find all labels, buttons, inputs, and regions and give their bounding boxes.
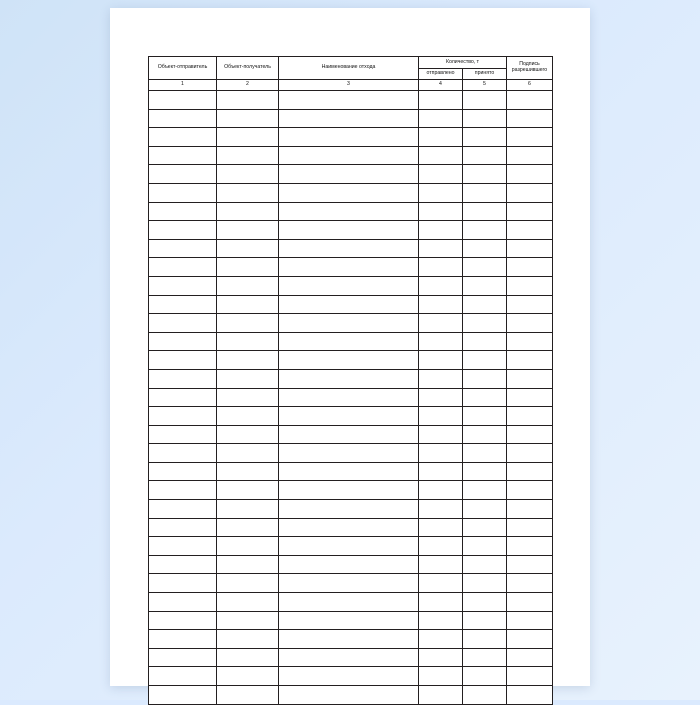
table-row[interactable] <box>149 574 553 593</box>
table-cell-qty_sent[interactable] <box>419 537 463 556</box>
table-cell-sender[interactable] <box>149 574 217 593</box>
table-cell-qty_received[interactable] <box>463 462 507 481</box>
table-cell-sender[interactable] <box>149 444 217 463</box>
table-cell-sender[interactable] <box>149 369 217 388</box>
table-cell-sender[interactable] <box>149 537 217 556</box>
table-cell-sender[interactable] <box>149 276 217 295</box>
table-cell-signature[interactable] <box>507 351 553 370</box>
table-cell-sender[interactable] <box>149 407 217 426</box>
table-cell-receiver[interactable] <box>217 202 279 221</box>
table-row[interactable] <box>149 425 553 444</box>
table-cell-sender[interactable] <box>149 221 217 240</box>
table-row[interactable] <box>149 146 553 165</box>
table-cell-waste_name[interactable] <box>279 91 419 110</box>
table-cell-waste_name[interactable] <box>279 146 419 165</box>
table-cell-receiver[interactable] <box>217 462 279 481</box>
table-row[interactable] <box>149 351 553 370</box>
table-cell-receiver[interactable] <box>217 221 279 240</box>
table-cell-qty_sent[interactable] <box>419 183 463 202</box>
table-cell-qty_received[interactable] <box>463 518 507 537</box>
table-cell-signature[interactable] <box>507 276 553 295</box>
table-cell-qty_sent[interactable] <box>419 425 463 444</box>
column-header-receiver: Объект-получатель <box>217 57 279 80</box>
table-cell-receiver[interactable] <box>217 686 279 705</box>
table-cell-qty_received[interactable] <box>463 630 507 649</box>
table-cell-receiver[interactable] <box>217 258 279 277</box>
column-header-quantity-group: Количество, т <box>419 57 507 69</box>
table-cell-signature[interactable] <box>507 128 553 147</box>
table-cell-receiver[interactable] <box>217 314 279 333</box>
table-row[interactable] <box>149 388 553 407</box>
table-cell-waste_name[interactable] <box>279 574 419 593</box>
table-cell-waste_name[interactable] <box>279 500 419 519</box>
table-cell-signature[interactable] <box>507 667 553 686</box>
table-cell-qty_sent[interactable] <box>419 388 463 407</box>
table-cell-sender[interactable] <box>149 183 217 202</box>
table-cell-signature[interactable] <box>507 500 553 519</box>
table-cell-signature[interactable] <box>507 109 553 128</box>
table-cell-signature[interactable] <box>507 462 553 481</box>
header-row-numbers <box>149 80 553 91</box>
table-cell-waste_name[interactable] <box>279 555 419 574</box>
table-cell-sender[interactable] <box>149 611 217 630</box>
table-cell-signature[interactable] <box>507 425 553 444</box>
table-row[interactable] <box>149 369 553 388</box>
table-cell-qty_sent[interactable] <box>419 128 463 147</box>
table-cell-sender[interactable] <box>149 648 217 667</box>
table-cell-receiver[interactable] <box>217 109 279 128</box>
table-row[interactable] <box>149 258 553 277</box>
table-cell-receiver[interactable] <box>217 667 279 686</box>
table-cell-qty_received[interactable] <box>463 146 507 165</box>
table-cell-qty_sent[interactable] <box>419 109 463 128</box>
table-row[interactable] <box>149 500 553 519</box>
table-cell-receiver[interactable] <box>217 537 279 556</box>
table-row[interactable] <box>149 444 553 463</box>
table-cell-qty_received[interactable] <box>463 481 507 500</box>
table-cell-qty_received[interactable] <box>463 165 507 184</box>
table-cell-receiver[interactable] <box>217 369 279 388</box>
column-header-qty-received: принято <box>463 69 507 80</box>
table-cell-sender[interactable] <box>149 425 217 444</box>
table-cell-receiver[interactable] <box>217 332 279 351</box>
table-cell-qty_received[interactable] <box>463 369 507 388</box>
table-cell-qty_received[interactable] <box>463 574 507 593</box>
table-cell-receiver[interactable] <box>217 444 279 463</box>
table-cell-qty_sent[interactable] <box>419 611 463 630</box>
table-row[interactable] <box>149 295 553 314</box>
table-cell-qty_sent[interactable] <box>419 500 463 519</box>
table-cell-waste_name[interactable] <box>279 202 419 221</box>
table-cell-qty_received[interactable] <box>463 351 507 370</box>
table-cell-qty_sent[interactable] <box>419 202 463 221</box>
table-cell-receiver[interactable] <box>217 183 279 202</box>
table-cell-qty_received[interactable] <box>463 91 507 110</box>
table-cell-qty_sent[interactable] <box>419 574 463 593</box>
column-number-4: 4 <box>419 80 463 91</box>
table-cell-signature[interactable] <box>507 481 553 500</box>
table-cell-qty_received[interactable] <box>463 314 507 333</box>
column-number-3: 3 <box>279 80 419 91</box>
table-container <box>148 56 552 705</box>
table-cell-sender[interactable] <box>149 462 217 481</box>
table-cell-signature[interactable] <box>507 537 553 556</box>
table-cell-qty_received[interactable] <box>463 611 507 630</box>
table-cell-signature[interactable] <box>507 648 553 667</box>
table-cell-signature[interactable] <box>507 239 553 258</box>
signature-label-line1: Подпись <box>519 61 540 68</box>
table-cell-receiver[interactable] <box>217 388 279 407</box>
table-cell-waste_name[interactable] <box>279 648 419 667</box>
table-cell-qty_sent[interactable] <box>419 221 463 240</box>
table-row[interactable] <box>149 332 553 351</box>
table-cell-waste_name[interactable] <box>279 481 419 500</box>
table-cell-waste_name[interactable] <box>279 221 419 240</box>
table-cell-waste_name[interactable] <box>279 369 419 388</box>
table-cell-qty_received[interactable] <box>463 667 507 686</box>
table-cell-receiver[interactable] <box>217 630 279 649</box>
table-cell-sender[interactable] <box>149 146 217 165</box>
table-row[interactable] <box>149 667 553 686</box>
table-cell-waste_name[interactable] <box>279 258 419 277</box>
signature-label-line2: разрешившего <box>511 67 548 73</box>
table-cell-signature[interactable] <box>507 444 553 463</box>
table-cell-waste_name[interactable] <box>279 128 419 147</box>
table-cell-receiver[interactable] <box>217 611 279 630</box>
table-cell-qty_sent[interactable] <box>419 369 463 388</box>
table-cell-qty_sent[interactable] <box>419 462 463 481</box>
table-cell-qty_sent[interactable] <box>419 630 463 649</box>
table-cell-waste_name[interactable] <box>279 388 419 407</box>
table-cell-waste_name[interactable] <box>279 407 419 426</box>
table-cell-qty_received[interactable] <box>463 332 507 351</box>
table-cell-qty_received[interactable] <box>463 407 507 426</box>
table-cell-sender[interactable] <box>149 332 217 351</box>
table-cell-qty_received[interactable] <box>463 500 507 519</box>
table-cell-signature[interactable] <box>507 314 553 333</box>
table-cell-sender[interactable] <box>149 630 217 649</box>
table-cell-qty_sent[interactable] <box>419 593 463 612</box>
column-header-waste-name: Наименование отхода <box>279 57 419 80</box>
table-cell-waste_name[interactable] <box>279 314 419 333</box>
table-cell-qty_sent[interactable] <box>419 146 463 165</box>
table-cell-signature[interactable] <box>507 686 553 705</box>
table-cell-qty_received[interactable] <box>463 183 507 202</box>
table-cell-qty_received[interactable] <box>463 202 507 221</box>
table-cell-qty_sent[interactable] <box>419 518 463 537</box>
table-cell-waste_name[interactable] <box>279 239 419 258</box>
table-cell-sender[interactable] <box>149 593 217 612</box>
table-cell-receiver[interactable] <box>217 146 279 165</box>
table-cell-sender[interactable] <box>149 128 217 147</box>
table-cell-signature[interactable] <box>507 332 553 351</box>
table-cell-receiver[interactable] <box>217 351 279 370</box>
table-row[interactable] <box>149 593 553 612</box>
table-cell-qty_received[interactable] <box>463 555 507 574</box>
table-cell-sender[interactable] <box>149 500 217 519</box>
column-number-6: 6 <box>507 80 553 91</box>
table-cell-sender[interactable] <box>149 555 217 574</box>
table-cell-waste_name[interactable] <box>279 183 419 202</box>
table-cell-sender[interactable] <box>149 388 217 407</box>
table-cell-signature[interactable] <box>507 630 553 649</box>
table-cell-waste_name[interactable] <box>279 593 419 612</box>
table-cell-waste_name[interactable] <box>279 444 419 463</box>
table-cell-qty_sent[interactable] <box>419 407 463 426</box>
table-cell-waste_name[interactable] <box>279 537 419 556</box>
table-cell-qty_received[interactable] <box>463 388 507 407</box>
table-cell-sender[interactable] <box>149 109 217 128</box>
table-row[interactable] <box>149 91 553 110</box>
table-cell-qty_sent[interactable] <box>419 555 463 574</box>
table-cell-waste_name[interactable] <box>279 667 419 686</box>
table-cell-signature[interactable] <box>507 91 553 110</box>
table-cell-receiver[interactable] <box>217 593 279 612</box>
table-cell-signature[interactable] <box>507 611 553 630</box>
table-cell-receiver[interactable] <box>217 518 279 537</box>
table-cell-waste_name[interactable] <box>279 686 419 705</box>
table-cell-qty_received[interactable] <box>463 648 507 667</box>
table-cell-receiver[interactable] <box>217 574 279 593</box>
table-row[interactable] <box>149 407 553 426</box>
table-row[interactable] <box>149 686 553 705</box>
table-cell-receiver[interactable] <box>217 91 279 110</box>
table-cell-qty_sent[interactable] <box>419 667 463 686</box>
table-cell-sender[interactable] <box>149 165 217 184</box>
table-cell-qty_received[interactable] <box>463 593 507 612</box>
table-cell-waste_name[interactable] <box>279 165 419 184</box>
table-cell-receiver[interactable] <box>217 276 279 295</box>
table-cell-signature[interactable] <box>507 369 553 388</box>
table-cell-receiver[interactable] <box>217 165 279 184</box>
table-cell-signature[interactable] <box>507 146 553 165</box>
table-cell-signature[interactable] <box>507 202 553 221</box>
table-cell-waste_name[interactable] <box>279 276 419 295</box>
table-cell-receiver[interactable] <box>217 407 279 426</box>
table-cell-qty_received[interactable] <box>463 239 507 258</box>
column-header-sender: Объект-отправитель <box>149 57 217 80</box>
table-cell-qty_received[interactable] <box>463 276 507 295</box>
column-number-5: 5 <box>463 80 507 91</box>
table-row[interactable] <box>149 221 553 240</box>
document-sheet <box>110 8 590 686</box>
table-cell-qty_received[interactable] <box>463 425 507 444</box>
table-cell-qty_sent[interactable] <box>419 165 463 184</box>
column-header-qty-sent: отправлено <box>419 69 463 80</box>
table-cell-waste_name[interactable] <box>279 518 419 537</box>
table-row[interactable] <box>149 611 553 630</box>
table-cell-signature[interactable] <box>507 407 553 426</box>
header-row-main <box>149 57 553 69</box>
table-cell-signature[interactable] <box>507 388 553 407</box>
table-row[interactable] <box>149 183 553 202</box>
table-row[interactable] <box>149 109 553 128</box>
table-cell-qty_sent[interactable] <box>419 239 463 258</box>
table-row[interactable] <box>149 518 553 537</box>
table-cell-qty_sent[interactable] <box>419 332 463 351</box>
table-cell-signature[interactable] <box>507 295 553 314</box>
table-cell-waste_name[interactable] <box>279 295 419 314</box>
table-cell-qty_sent[interactable] <box>419 314 463 333</box>
table-cell-sender[interactable] <box>149 667 217 686</box>
table-body <box>149 91 553 705</box>
table-cell-waste_name[interactable] <box>279 611 419 630</box>
table-cell-qty_received[interactable] <box>463 444 507 463</box>
table-cell-waste_name[interactable] <box>279 425 419 444</box>
table-row[interactable] <box>149 239 553 258</box>
table-cell-sender[interactable] <box>149 518 217 537</box>
table-cell-qty_received[interactable] <box>463 537 507 556</box>
table-cell-signature[interactable] <box>507 574 553 593</box>
table-row[interactable] <box>149 462 553 481</box>
table-cell-signature[interactable] <box>507 518 553 537</box>
table-header <box>149 57 553 91</box>
table-row[interactable] <box>149 481 553 500</box>
table-cell-qty_sent[interactable] <box>419 91 463 110</box>
table-cell-qty_sent[interactable] <box>419 648 463 667</box>
column-number-2: 2 <box>217 80 279 91</box>
table-cell-signature[interactable] <box>507 183 553 202</box>
table-row[interactable] <box>149 202 553 221</box>
table-cell-sender[interactable] <box>149 295 217 314</box>
table-cell-sender[interactable] <box>149 314 217 333</box>
table-cell-waste_name[interactable] <box>279 109 419 128</box>
table-cell-qty_sent[interactable] <box>419 481 463 500</box>
table-cell-sender[interactable] <box>149 481 217 500</box>
table-row[interactable] <box>149 555 553 574</box>
table-cell-qty_sent[interactable] <box>419 258 463 277</box>
table-cell-receiver[interactable] <box>217 128 279 147</box>
table-cell-qty_sent[interactable] <box>419 276 463 295</box>
table-cell-sender[interactable] <box>149 202 217 221</box>
table-cell-qty_sent[interactable] <box>419 444 463 463</box>
table-row[interactable] <box>149 648 553 667</box>
table-cell-signature[interactable] <box>507 165 553 184</box>
table-cell-receiver[interactable] <box>217 555 279 574</box>
table-cell-signature[interactable] <box>507 593 553 612</box>
column-number-1: 1 <box>149 80 217 91</box>
table-row[interactable] <box>149 128 553 147</box>
table-cell-receiver[interactable] <box>217 481 279 500</box>
table-cell-qty_sent[interactable] <box>419 295 463 314</box>
table-cell-waste_name[interactable] <box>279 351 419 370</box>
waste-transfer-log-table <box>148 56 553 705</box>
table-cell-qty_sent[interactable] <box>419 686 463 705</box>
table-cell-waste_name[interactable] <box>279 630 419 649</box>
table-row[interactable] <box>149 630 553 649</box>
table-cell-sender[interactable] <box>149 91 217 110</box>
table-cell-receiver[interactable] <box>217 239 279 258</box>
table-cell-qty_received[interactable] <box>463 258 507 277</box>
table-cell-qty_received[interactable] <box>463 686 507 705</box>
table-cell-qty_received[interactable] <box>463 221 507 240</box>
column-header-signature <box>507 57 553 80</box>
table-cell-sender[interactable] <box>149 686 217 705</box>
table-cell-qty_sent[interactable] <box>419 351 463 370</box>
table-cell-receiver[interactable] <box>217 425 279 444</box>
table-cell-sender[interactable] <box>149 239 217 258</box>
table-row[interactable] <box>149 314 553 333</box>
table-cell-sender[interactable] <box>149 351 217 370</box>
table-cell-qty_received[interactable] <box>463 295 507 314</box>
table-cell-receiver[interactable] <box>217 500 279 519</box>
table-row[interactable] <box>149 165 553 184</box>
table-cell-receiver[interactable] <box>217 295 279 314</box>
table-cell-signature[interactable] <box>507 221 553 240</box>
table-cell-receiver[interactable] <box>217 648 279 667</box>
table-cell-signature[interactable] <box>507 258 553 277</box>
table-row[interactable] <box>149 537 553 556</box>
table-cell-waste_name[interactable] <box>279 462 419 481</box>
table-cell-qty_received[interactable] <box>463 128 507 147</box>
table-cell-qty_received[interactable] <box>463 109 507 128</box>
table-cell-sender[interactable] <box>149 258 217 277</box>
table-cell-signature[interactable] <box>507 555 553 574</box>
table-cell-waste_name[interactable] <box>279 332 419 351</box>
table-row[interactable] <box>149 276 553 295</box>
